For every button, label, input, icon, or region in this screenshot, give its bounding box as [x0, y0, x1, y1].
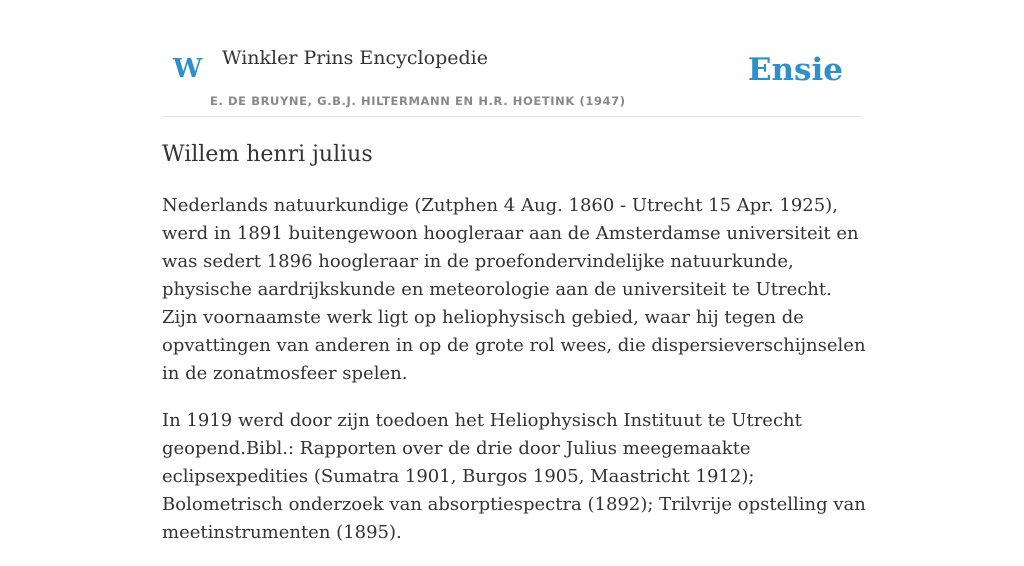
encyclopedia-logo[interactable]: W — [173, 54, 203, 84]
header — [162, 0, 862, 117]
encyclopedia-authors: E. DE BRUYNE, G.B.J. HILTERMANN EN H.R. HOETINK (1947) — [210, 94, 626, 108]
encyclopedia-name[interactable]: Winkler Prins Encyclopedie — [222, 47, 488, 69]
brand-logo[interactable]: Ensie — [747, 52, 843, 88]
article-title: Willem henri julius — [162, 142, 373, 167]
page-content — [162, 0, 866, 543]
article-paragraph: In 1919 werd door zijn toedoen het Heliophysisch Instituut te Utrecht geopend.Bibl.: Rapporten over de drie door Julius meegemaakte eclipsexpedities (Sumatra 1901, Burgos 1905, Maastricht 1912); Bolometrisch onderzoek van absorptiespectra (1892); Trilvrije opstelling van meetinstrumenten (1895). — [162, 410, 866, 543]
article-body — [162, 192, 867, 566]
article-paragraph: Nederlands natuurkundige (Zutphen 4 Aug. 1860 - Utrecht 15 Apr. 1925), werd in 1891 buitengewoon hoogleraar aan de Amsterdamse universiteit en was sedert 1896 hoogleraar in de proefondervindelijke natuurkunde, physische aardrijkskunde en meteorologie aan de universiteit te Utrecht. Zijn voornaamste werk ligt op heliophysisch gebied, waar hij tegen de opvattingen van anderen in op de grote rol wees, die dispersieverschijnselen in de zonatmosfeer spelen. — [162, 195, 866, 384]
